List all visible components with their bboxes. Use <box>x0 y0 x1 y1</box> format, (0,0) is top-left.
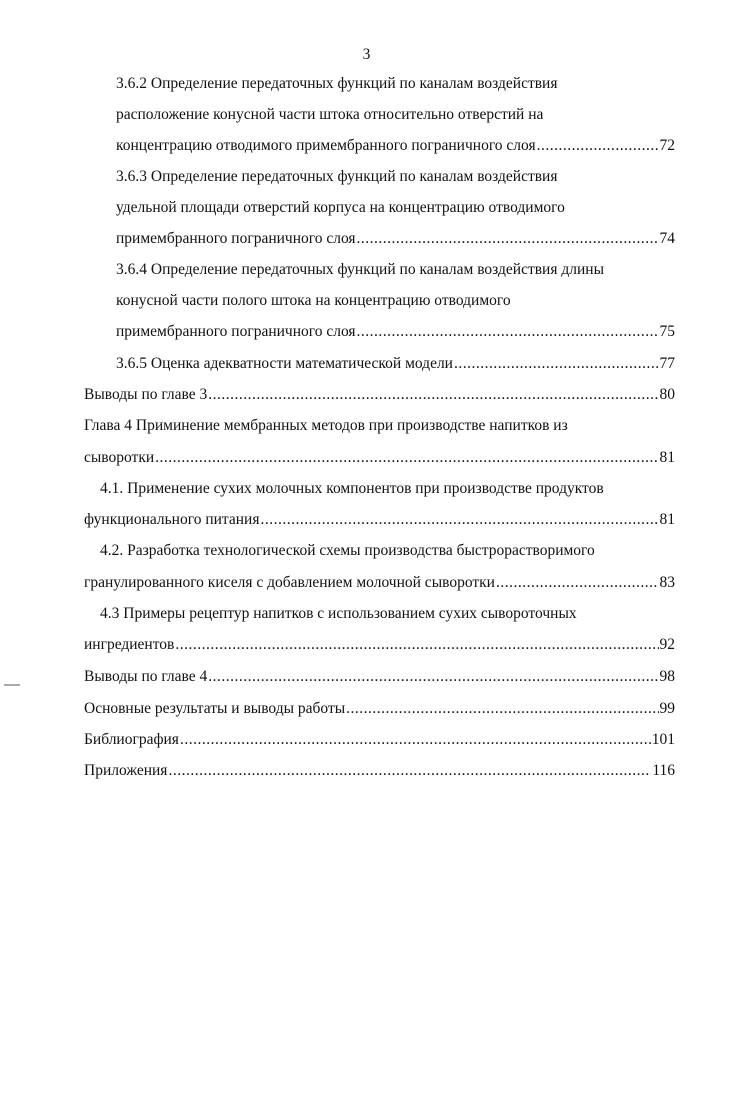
scan-artifact-mark <box>4 684 20 686</box>
dot-leader <box>357 228 659 250</box>
toc-entry-3-6-3-line-1: 3.6.3 Определение передаточных функций по каналам воздействия <box>116 168 558 185</box>
dot-leader <box>168 760 651 782</box>
dot-leader <box>180 729 651 751</box>
toc-entry-chapter-4-line-1: Глава 4 Приминение мембранных методов при производстве напитков из <box>84 417 568 434</box>
toc-entry-chapter-4-page: 81 <box>659 449 675 466</box>
dot-leader <box>357 321 659 343</box>
toc-entry-4-3-last-line <box>84 634 675 656</box>
toc-entry-4-1-last-line <box>84 509 675 531</box>
toc-entry-3-6-2-line-1: 3.6.2 Определение передаточных функций по каналам воздействия <box>116 75 558 92</box>
toc-entry-3-6-2-line-2: расположение конусной части штока относительно отверстий на <box>116 106 544 123</box>
dot-leader <box>496 572 659 594</box>
toc-entry-3-6-4-line-1: 3.6.4 Определение передаточных функций по каналам воздействия длины <box>116 261 604 278</box>
toc-entry-3-6-4-page: 75 <box>659 323 675 340</box>
toc-entry-4-2-line-1: 4.2. Разработка технологической схемы производства быстрорастворимого <box>100 542 595 559</box>
toc-entry-bibliography <box>84 729 675 751</box>
toc-entry-main-results <box>84 698 675 720</box>
toc-entry-3-6-3-line-2: удельной площади отверстий корпуса на концентрацию отводимого <box>116 199 565 216</box>
toc-entry-4-2-line-2: гранулированного киселя с добавлением молочной сыворотки <box>84 574 495 591</box>
toc-entry-3-6-2-page: 72 <box>659 137 675 154</box>
toc-entry-3-6-4-line-2: конусной части полого штока на концентрацию отводимого <box>116 292 511 309</box>
toc-entry-conclusions-ch3 <box>84 384 675 406</box>
toc-entry-chapter-4-last-line <box>84 447 675 469</box>
toc-entry-conclusions-ch4-page: 98 <box>659 668 675 685</box>
toc-entry-4-1-page: 81 <box>659 511 675 528</box>
toc-entry-3-6-5-line-1: 3.6.5 Оценка адекватности математической модели <box>116 355 453 372</box>
toc-entry-appendices-page: 116 <box>652 762 675 779</box>
toc-entry-4-1-line-2: функционального питания <box>84 511 260 528</box>
toc-entry-appendices-title: Приложения <box>84 762 168 779</box>
toc-entry-3-6-4-last-line <box>116 321 675 343</box>
toc-entry-conclusions-ch3-page: 80 <box>659 386 675 403</box>
toc-entry-3-6-4-line-3: примембранного пограничного слоя <box>116 323 356 340</box>
toc-entry-bibliography-page: 101 <box>651 731 675 748</box>
toc-entry-4-3-line-1: 4.3 Примеры рецептур напитков с использованием сухих сывороточных <box>100 605 577 622</box>
toc-entry-conclusions-ch4-title: Выводы по главе 4 <box>84 668 208 685</box>
dot-leader <box>454 353 659 375</box>
dot-leader <box>208 666 658 688</box>
toc-entry-3-6-3-page: 74 <box>659 230 675 247</box>
toc-entry-4-3-line-2: ингредиентов <box>84 636 175 653</box>
toc-entry-4-2-last-line <box>84 572 675 594</box>
toc-entry-conclusions-ch3-title: Выводы по главе 3 <box>84 386 208 403</box>
toc-entry-chapter-4-line-2: сыворотки <box>84 449 155 466</box>
dot-leader <box>208 384 658 406</box>
toc-entry-main-results-page: 99 <box>659 700 675 717</box>
toc-entry-4-2-page: 83 <box>659 574 675 591</box>
toc-entry-4-3-page: 92 <box>659 636 675 653</box>
dot-leader <box>155 447 658 469</box>
toc-entry-bibliography-title: Библиография <box>84 731 179 748</box>
toc-entry-conclusions-ch4 <box>84 666 675 688</box>
toc-entry-main-results-title: Основные результаты и выводы работы <box>84 700 346 717</box>
dot-leader <box>260 509 658 531</box>
page-number: 3 <box>362 46 371 63</box>
toc-entry-3-6-2-last-line <box>116 135 675 157</box>
dot-leader <box>175 634 658 656</box>
toc-entry-3-6-5 <box>116 353 675 375</box>
toc-entry-appendices <box>84 760 675 782</box>
toc-entry-3-6-5-page: 77 <box>659 355 675 372</box>
dot-leader <box>537 135 659 157</box>
dot-leader <box>346 698 658 720</box>
toc-entry-3-6-3-last-line <box>116 228 675 250</box>
toc-entry-3-6-2-line-3: концентрацию отводимого примембранного пограничного слоя <box>116 137 536 154</box>
toc-entry-3-6-3-line-3: примембранного пограничного слоя <box>116 230 356 247</box>
toc-entry-4-1-line-1: 4.1. Применение сухих молочных компонентов при производстве продуктов <box>100 480 604 497</box>
